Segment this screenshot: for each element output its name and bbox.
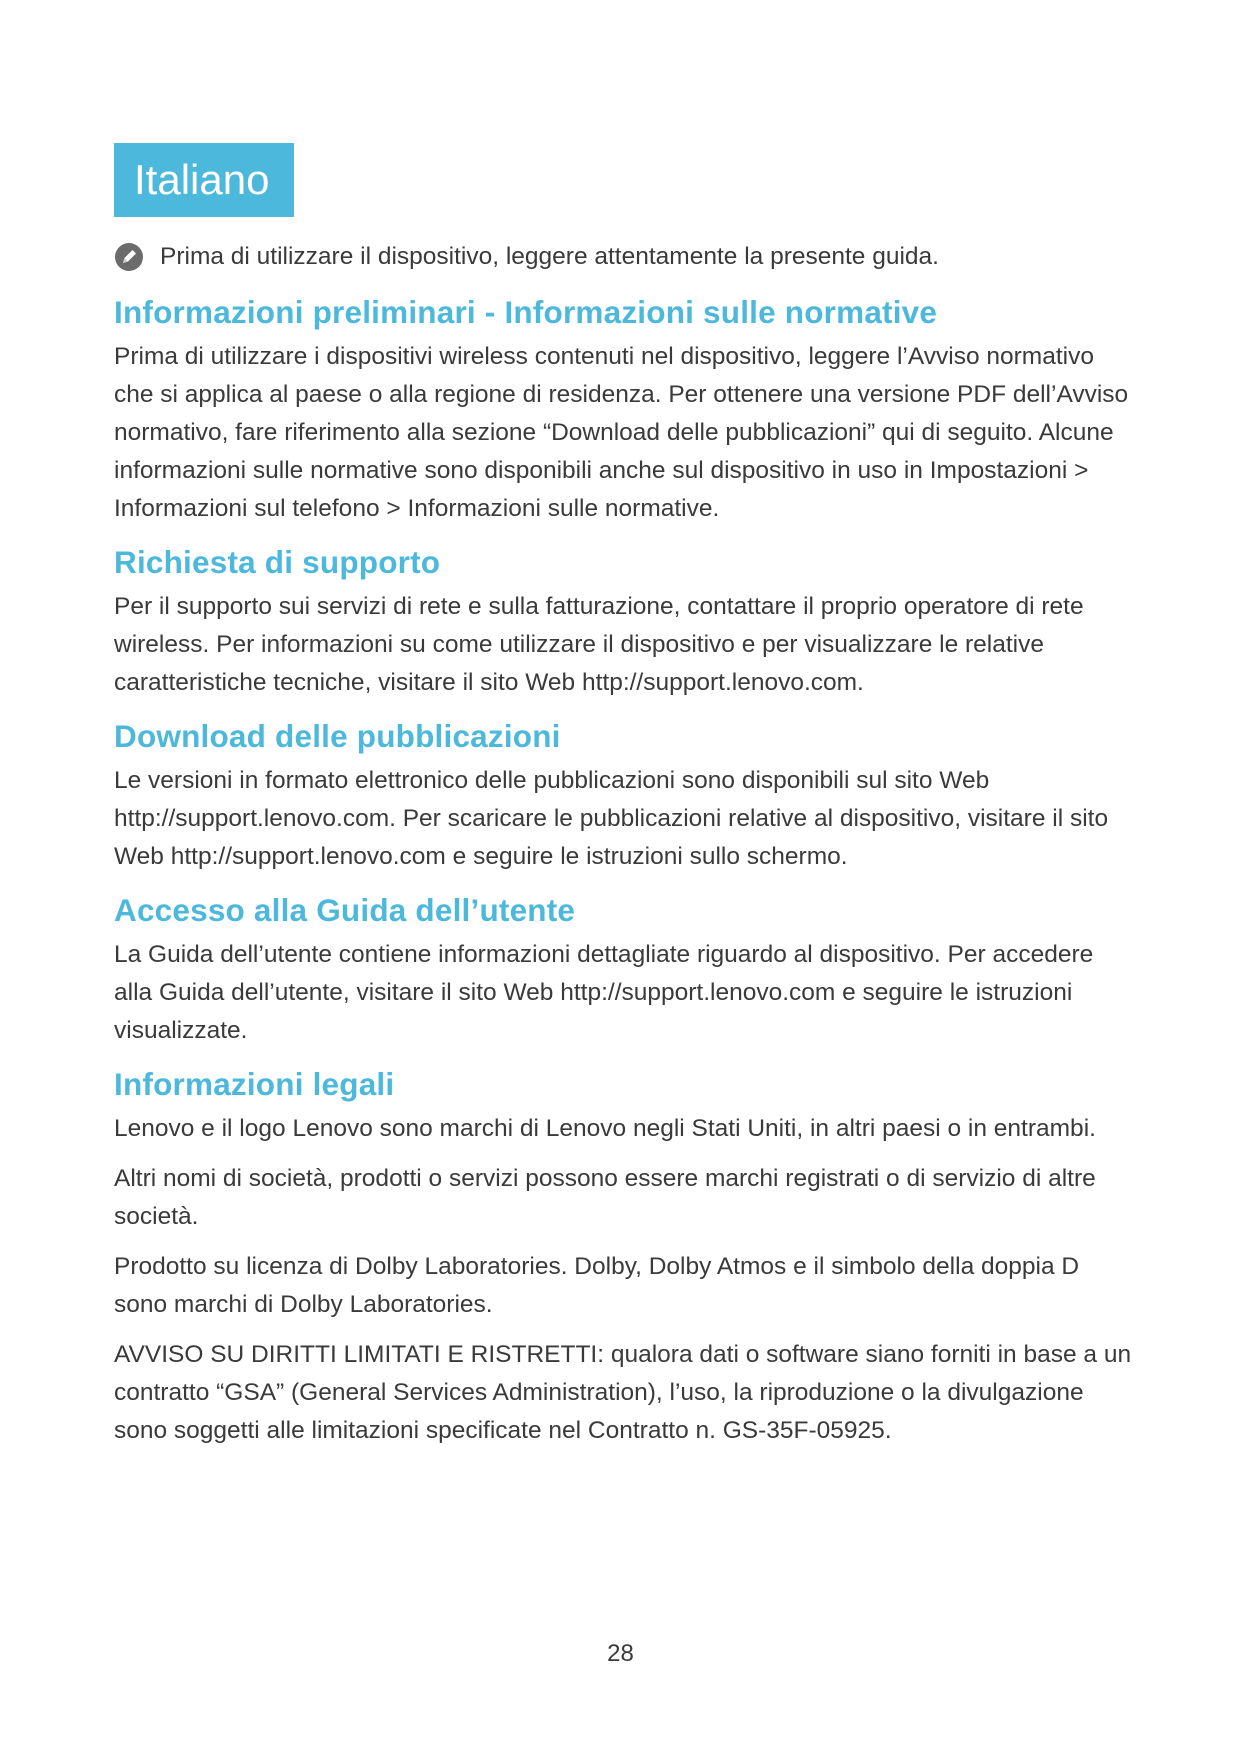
section-regulatory [114,290,1134,528]
section-paragraph: La Guida dell’utente contiene informazioni dettagliate riguardo al dispositivo. Per accedere alla Guida dell’utente, visitare il sito Web http://support.lenovo.com e seguire le istruzioni visualizzate. [114,941,1094,1044]
section-legal [114,1062,1134,1450]
section-paragraph: Prodotto su licenza di Dolby Laboratories. Dolby, Dolby Atmos e il simbolo della doppia D sono marchi di Dolby Laboratories. [114,1253,1080,1318]
section-user-guide [114,888,1134,1050]
section-title: Accesso alla Guida dell’utente [114,892,576,928]
section-title: Richiesta di supporto [114,544,441,580]
section-title: Informazioni legali [114,1066,395,1102]
language-badge: Italiano [114,143,294,217]
intro-note [114,242,939,272]
section-support [114,540,1134,702]
pencil-note-icon [114,242,144,272]
section-downloads [114,714,1134,876]
page-number: 28 [607,1640,634,1667]
section-title: Download delle pubblicazioni [114,718,561,754]
section-title: Informazioni preliminari - Informazioni sulle normative [114,294,938,330]
section-paragraph: Le versioni in formato elettronico delle pubblicazioni sono disponibili sul sito Web http://support.lenovo.com. Per scaricare le pubblicazioni relative al dispositivo, visitare il sito Web http://support.lenovo.com e seguire le istruzioni sullo schermo. [114,767,1109,870]
section-paragraph: Lenovo e il logo Lenovo sono marchi di Lenovo negli Stati Uniti, in altri paesi o in entrambi. [114,1115,1096,1142]
content [114,290,1134,1462]
section-paragraph: AVVISO SU DIRITTI LIMITATI E RISTRETTI: qualora dati o software siano forniti in base a un contratto “GSA” (General Services Administration), l’uso, la riproduzione o la divulgazione sono soggetti alle limitazioni specificate nel Contratto n. GS-35F-05925. [114,1341,1132,1444]
section-paragraph: Altri nomi di società, prodotti o servizi possono essere marchi registrati o di servizio di altre società. [114,1165,1096,1230]
section-paragraph: Per il supporto sui servizi di rete e sulla fatturazione, contattare il proprio operatore di rete wireless. Per informazioni su come utilizzare il dispositivo e per visualizzare le relative caratteristiche tecniche, visitare il sito Web http://support.lenovo.com. [114,593,1084,696]
intro-text: Prima di utilizzare il dispositivo, leggere attentamente la presente guida. [160,243,939,270]
section-paragraph: Prima di utilizzare i dispositivi wireless contenuti nel dispositivo, leggere l’Avviso normativo che si applica al paese o alla regione di residenza. Per ottenere una versione PDF dell’Avviso normativo, fare riferimento alla sezione “Download delle pubblicazioni” qui di seguito. Alcune informazioni sulle normative sono disponibili anche sul dispositivo in uso in Impostazioni > Informazioni sul telefono > Informazioni sulle normative. [114,343,1129,522]
